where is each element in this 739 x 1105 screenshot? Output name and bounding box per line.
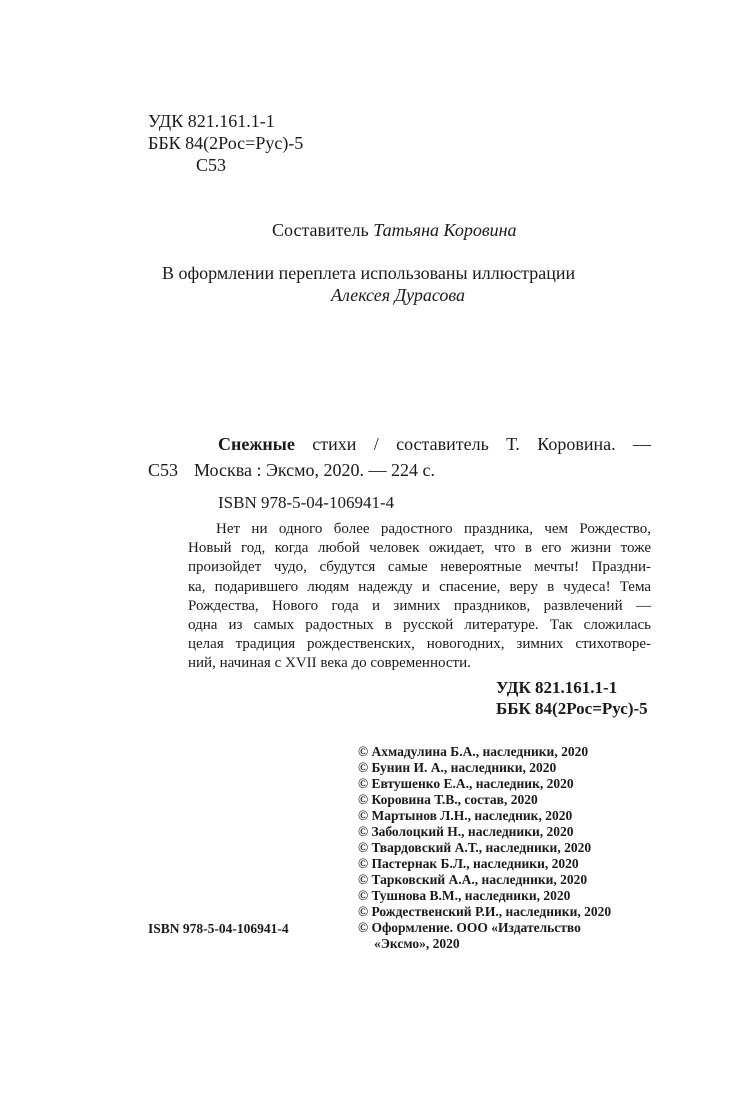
bibliographic-isbn: ISBN 978-5-04-106941-4	[218, 493, 395, 512]
illustrations-artist: Алексея Дурасова	[331, 285, 466, 305]
copyright-item: © Тушнова В.М., наследники, 2020	[358, 888, 571, 903]
annotation-line: одна из самых радостных в русской литературе. Так сложилась	[188, 617, 651, 634]
copyright-item: © Тарковский А.А., наследники, 2020	[358, 872, 588, 887]
annotation-line: ка, подарившего людям надежду и спасение, веру в чудеса! Тема	[188, 578, 651, 595]
annotation	[188, 520, 651, 674]
copyright-item: © Оформление. ООО «Издательство	[358, 920, 581, 935]
udk-header: УДК 821.161.1-1	[148, 111, 275, 131]
bibliographic-line2: Москва : Эксмо, 2020. — 224 с.	[194, 460, 436, 480]
copyright-item: © Коровина Т.В., состав, 2020	[358, 792, 538, 807]
footer-isbn: ISBN 978-5-04-106941-4	[148, 921, 289, 936]
author-code-header: С53	[196, 155, 227, 175]
copyright-item: © Бунин И. А., наследники, 2020	[358, 760, 557, 775]
book-title: Снежные	[218, 434, 295, 454]
copyright-item: © Твардовский А.Т., наследники, 2020	[358, 840, 592, 855]
udk-footer: УДК 821.161.1-1	[496, 678, 618, 697]
annotation-line: Рождества, Нового года и зимних праздников, развлечений —	[188, 597, 651, 614]
copyright-item: © Мартынов Л.Н., наследник, 2020	[358, 808, 573, 823]
copyright-list	[358, 744, 611, 952]
copyright-item: © Рождественский Р.И., наследники, 2020	[358, 904, 612, 919]
annotation-line: Нет ни одного более радостного праздника, чем Рождество,	[216, 521, 651, 537]
copyright-item: © Заболоцкий Н., наследники, 2020	[358, 824, 574, 839]
bbk-footer: ББК 84(2Рос=Рус)-5	[496, 699, 648, 718]
compiler-label: Составитель	[272, 220, 369, 240]
copyright-item: © Ахмадулина Б.А., наследники, 2020	[358, 744, 589, 759]
annotation-line: ний, начиная с XVII века до современности.	[188, 655, 471, 672]
copyright-item: © Пастернак Б.Л., наследники, 2020	[358, 856, 579, 871]
compiler-line	[272, 219, 517, 241]
copyright-item: «Эксмо», 2020	[374, 936, 460, 951]
illustrations-line: В оформлении переплета использованы иллюстрации	[162, 263, 576, 283]
bibliographic-line1: стихи / составитель Т. Коровина. —	[312, 434, 652, 454]
compiler-name: Татьяна Коровина	[373, 220, 517, 240]
bbk-header: ББК 84(2Рос=Рус)-5	[148, 133, 304, 153]
bibliographic-code: С53	[148, 460, 179, 480]
annotation-line: целая традиция рождественских, новогодних, зимних стихотворе-	[188, 636, 651, 653]
bibliographic-title-line	[218, 433, 651, 455]
annotation-line: произойдет чудо, сбудутся самые невероятные мечты! Праздни-	[188, 559, 651, 576]
copyright-item: © Евтушенко Е.А., наследник, 2020	[358, 776, 574, 791]
annotation-line: Новый год, когда любой человек ожидает, что в его жизни тоже	[188, 540, 651, 557]
